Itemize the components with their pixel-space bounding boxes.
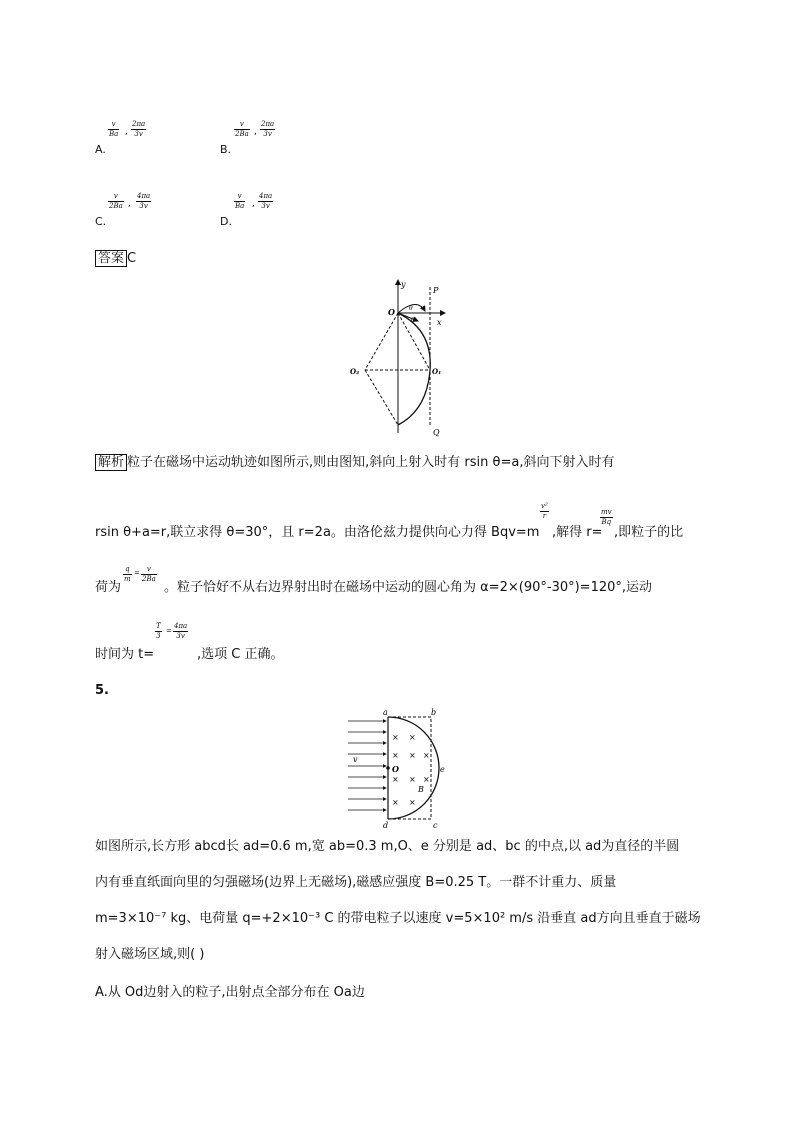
label-d: d	[383, 821, 389, 830]
label-q: Q	[433, 428, 440, 437]
incoming-velocity-arrows	[348, 721, 386, 810]
answer-line	[95, 250, 136, 268]
figure-1-trajectory	[345, 275, 455, 440]
analysis-tag: 解析	[95, 454, 127, 471]
svg-text:×: ×	[423, 775, 430, 784]
svg-text:×: ×	[409, 775, 416, 784]
svg-text:×: ×	[409, 751, 416, 760]
label-o1: O₁	[432, 367, 442, 376]
fraction-q-over-m: $\frac{q}{m}$	[124, 565, 131, 583]
svg-text:×: ×	[409, 798, 416, 807]
label-o2: O₂	[350, 367, 360, 376]
label-c: c	[433, 821, 438, 830]
q5-paragraph-1: 如图所示,长方形 abcd长 ad=0.6 m,宽 ab=0.3 m,O、e 分别是 ad、bc 的中点,以 ad为直径的半圆	[95, 839, 680, 854]
svg-text:×: ×	[392, 798, 399, 807]
fraction-v-over-2ba: $\frac{v}{2Ba}$	[142, 565, 156, 583]
fraction-v2-over-r: $\frac{\text{v²}}{r}$	[541, 502, 548, 520]
label-theta-2: θ	[411, 317, 415, 324]
figure-2-magnetic-field	[345, 705, 465, 830]
svg-text:×: ×	[392, 751, 399, 760]
analysis-line-2: rsin θ+a=r,联立求得 θ=30°，且 r=2a。由洛伦兹力提供向心力得 Bqv=m	[95, 525, 540, 540]
label-v: v	[353, 755, 358, 764]
q5-paragraph-3: m=3×10⁻⁷ kg、电荷量 q=+2×10⁻³ C 的带电粒子以速度 v=5×10² m/s 沿垂直 ad方向且垂直于磁场	[95, 911, 701, 926]
option-c-label: C.	[95, 215, 107, 228]
question-5-number: 5.	[95, 683, 109, 698]
analysis-line-1: 解析 粒子在磁场中运动轨迹如图所示,则由图知,斜向上射入时有 rsin θ=a,斜向下射入时有	[95, 454, 614, 472]
q5-paragraph-4: 射入磁场区域,则( )	[95, 947, 205, 962]
label-e: e	[440, 765, 445, 774]
option-b-label: B.	[220, 143, 232, 156]
q5-paragraph-2: 内有垂直纸面向里的匀强磁场(边界上无磁场),磁感应强度 B=0.25 T。一群不计重力、质量	[95, 875, 617, 890]
svg-text:×: ×	[392, 775, 399, 784]
fraction-t-over-3: $\frac{T}{3}$	[156, 622, 161, 640]
trajectory-arc	[398, 313, 430, 425]
label-a: a	[383, 708, 388, 717]
label-y: y	[401, 280, 406, 289]
label-p: P	[433, 286, 439, 295]
label-b: b	[431, 708, 437, 717]
answer-value: C	[127, 251, 137, 266]
fraction-4pia-over-3v: $\frac{4\pi a}{3v}$	[174, 622, 188, 640]
option-a-label: A.	[95, 143, 106, 156]
option-d-label: D.	[220, 215, 232, 228]
label-theta-1: θ	[409, 305, 413, 312]
analysis-line-3: 荷为	[95, 580, 122, 595]
label-o: O	[392, 764, 399, 774]
svg-text:×: ×	[409, 733, 416, 742]
fraction-mv-over-bq: $\frac{mv}{Bq}$	[601, 508, 612, 526]
answer-tag: 答案	[95, 250, 127, 267]
label-b-field: B	[418, 785, 424, 794]
q5-option-a: A.从 Od边射入的粒子,出射点全部分布在 Oa边	[95, 985, 365, 1000]
label-o: O	[388, 307, 395, 317]
svg-text:×: ×	[392, 733, 399, 742]
svg-text:×: ×	[423, 751, 430, 760]
label-x: x	[437, 318, 442, 327]
analysis-line-4: 时间为 t=	[95, 647, 155, 662]
